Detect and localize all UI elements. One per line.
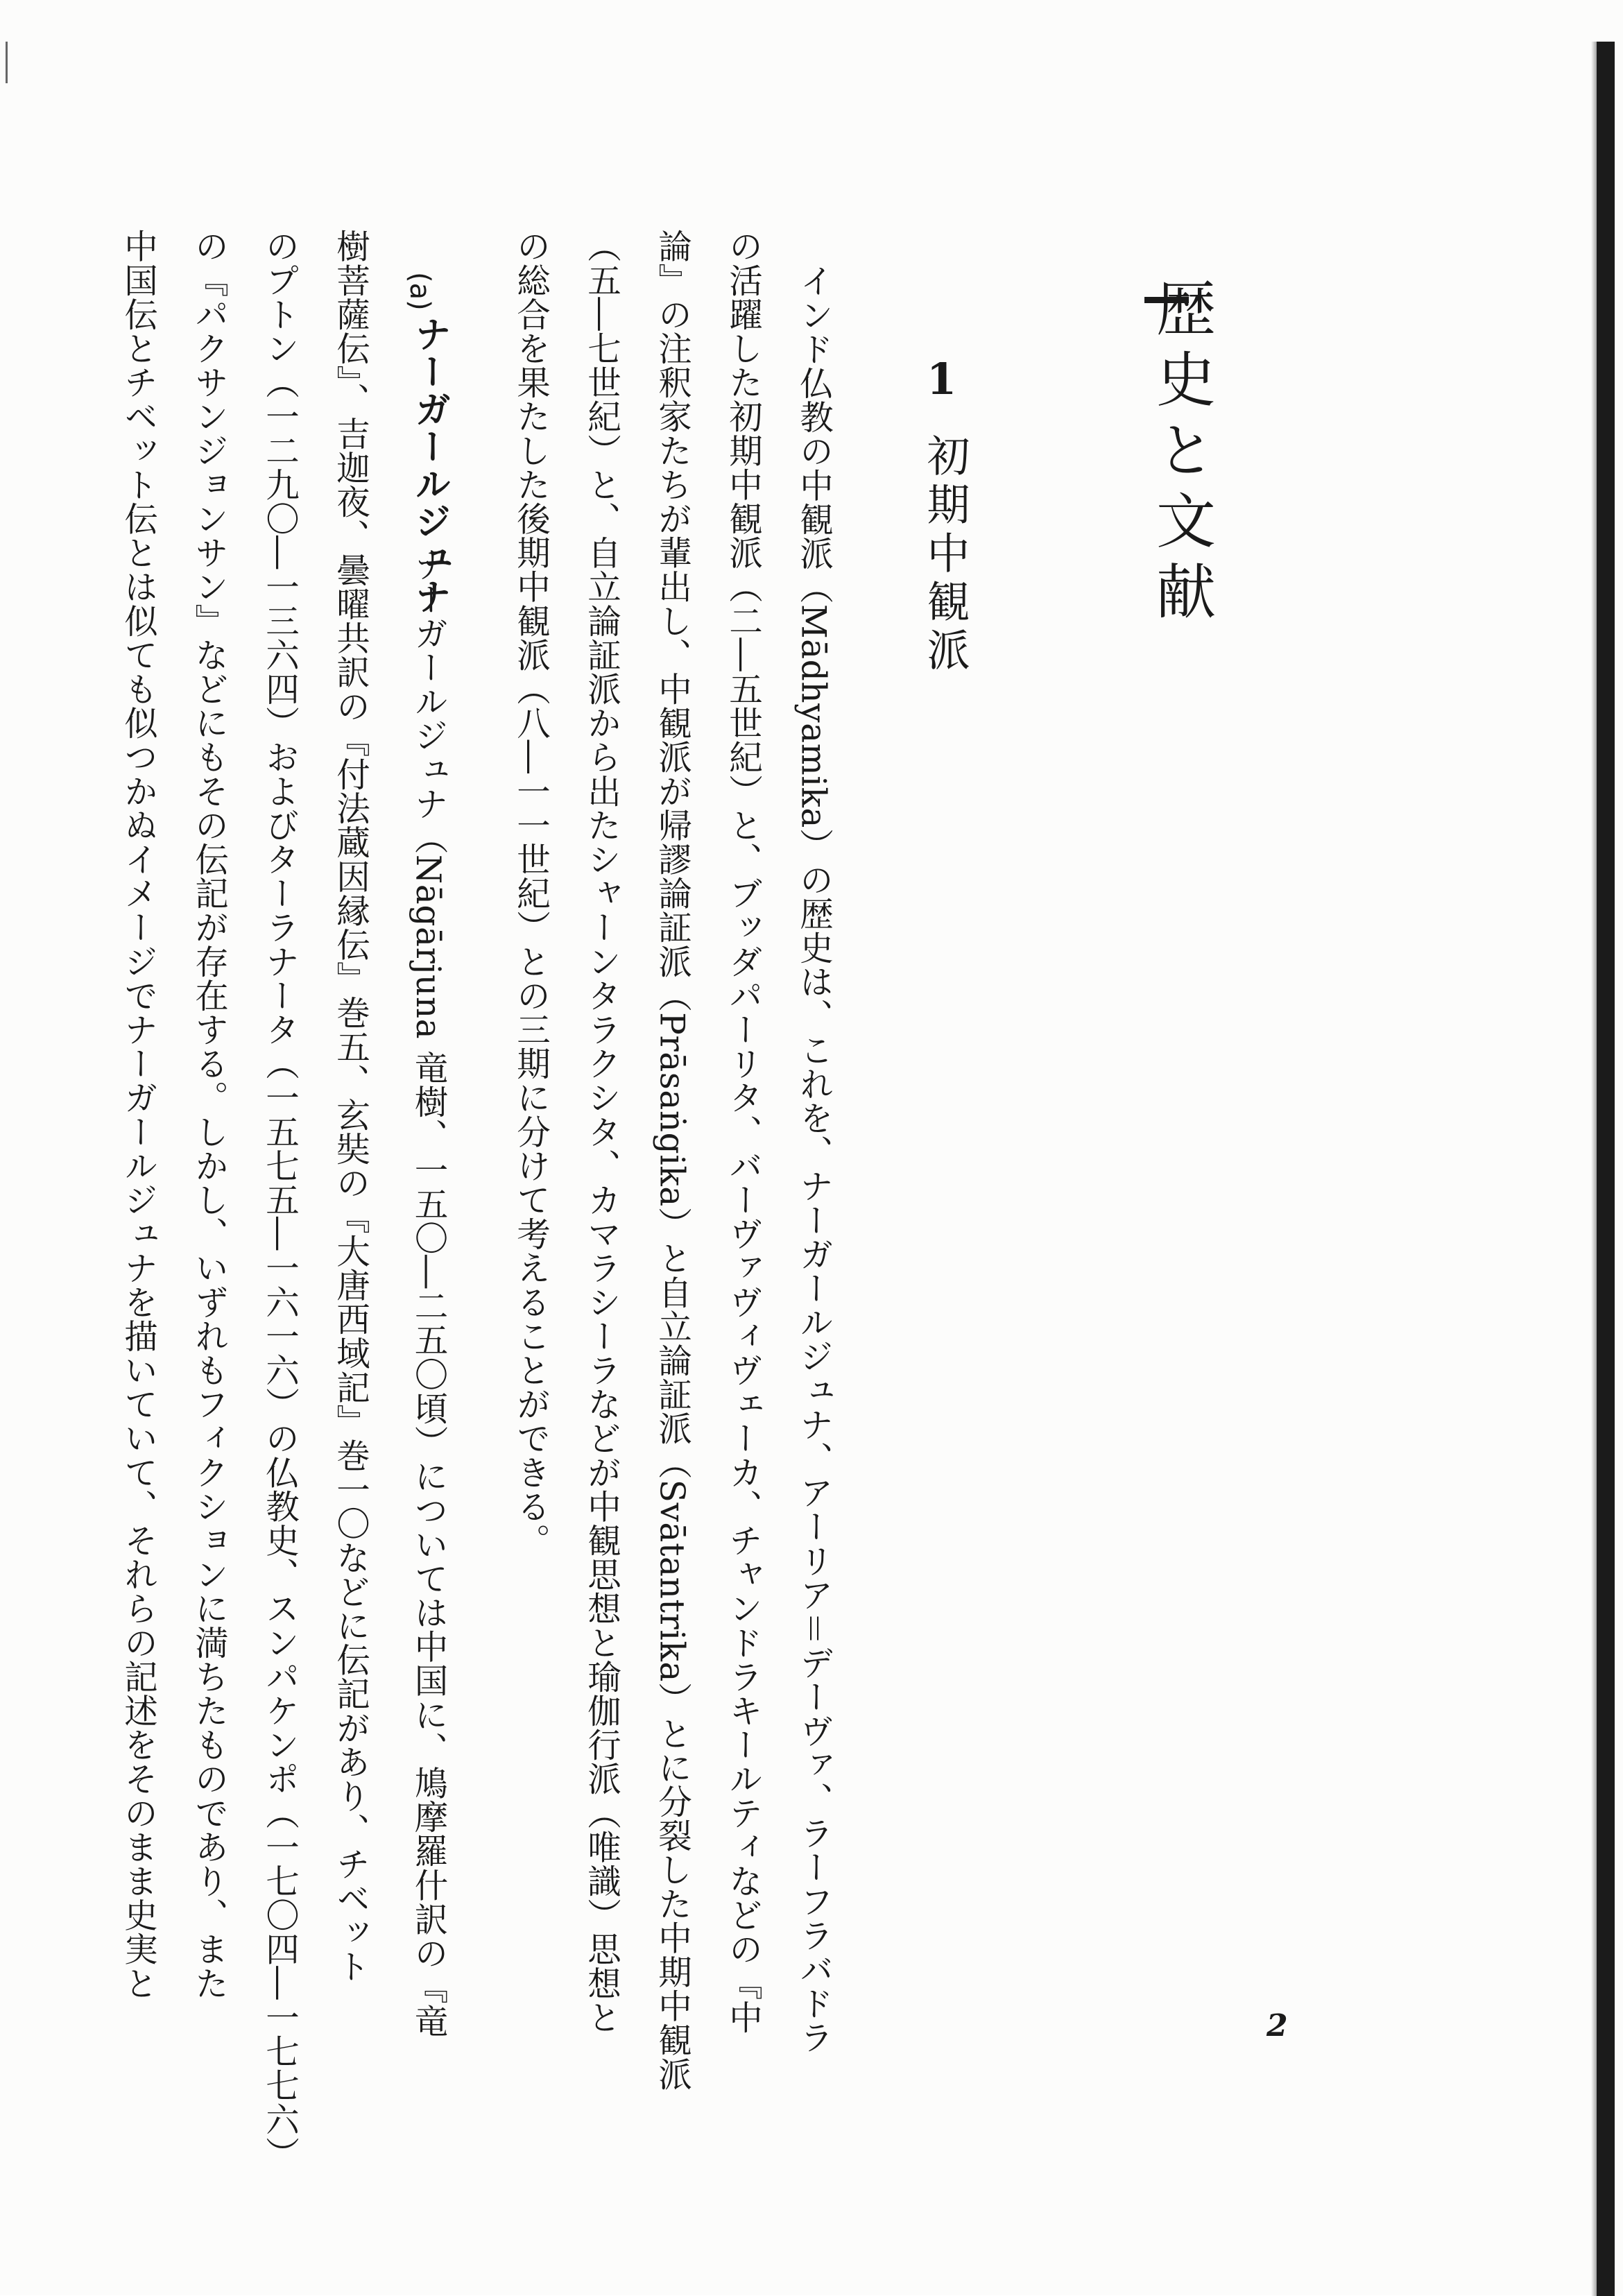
section-number: 1 [927,354,957,404]
scan-speck [6,42,8,83]
subsection-label: (a) [404,272,436,311]
body-line: の活躍した初期中観派（二―五世紀）と、ブッダパーリタ、バーヴァヴィヴェーカ、チャンドラキールティなどの『中 [723,229,762,2034]
body-line: （五―七世紀）と、自立論証派から出たシャーンタラクシタ、カマラシーラなどが中観思想と瑜伽行派（唯識）思想と [581,229,621,2034]
book-spine-shadow [1591,42,1597,2296]
body-line: の総合を果たした後期中観派（八―一一世紀）との三期に分けて考えることができる。 [510,229,550,1557]
body-line: のプトン（一二九〇―一三六四）およびターラナータ（一五七五―一六一六）の仏教史、スンパケンポ（一七〇四―一七七六） [259,229,299,2170]
body-line: インド仏教の中観派（Mādhyamika）の歴史は、これを、ナーガールジュナ、アーリア＝デーヴァ、ラーフラバドラ [793,264,833,2055]
body-line: の『パクサンジョンサン』などにもその伝記が存在する。しかし、いずれもフィクションに満ちたものであり、また [189,229,228,2001]
body-line: 論』の注釈家たちが輩出し、中観派が帰謬論証派（Prāsaṅgika）と自立論証派（Svātantrika）とに分裂した中期中観派 [652,229,692,2091]
body-line: ナーガールジュナ（Nāgārjuna 竜樹、一五〇―二五〇頃）については中国に、鳩摩羅什訳の『竜 [409,548,447,2039]
body-line: 樹菩薩伝』、吉迦夜、曇曜共訳の『付法蔵因縁伝』巻五、玄奘の『大唐西域記』巻一〇などに伝記があり、チベット [330,229,370,1983]
chapter-title: 歴史と文献 [1146,277,1215,631]
section-title: 初期中観派 [920,434,970,676]
book-spine-edge [1597,42,1615,2296]
body-line: 中国伝とチベット伝とは似ても似つかぬイメージでナーガールジュナを描いていて、それらの記述をそのまま史実と [118,229,157,2001]
page-number: 2 [1266,2008,1288,2044]
subsection-heading: ナーガールジュナ [409,316,451,615]
